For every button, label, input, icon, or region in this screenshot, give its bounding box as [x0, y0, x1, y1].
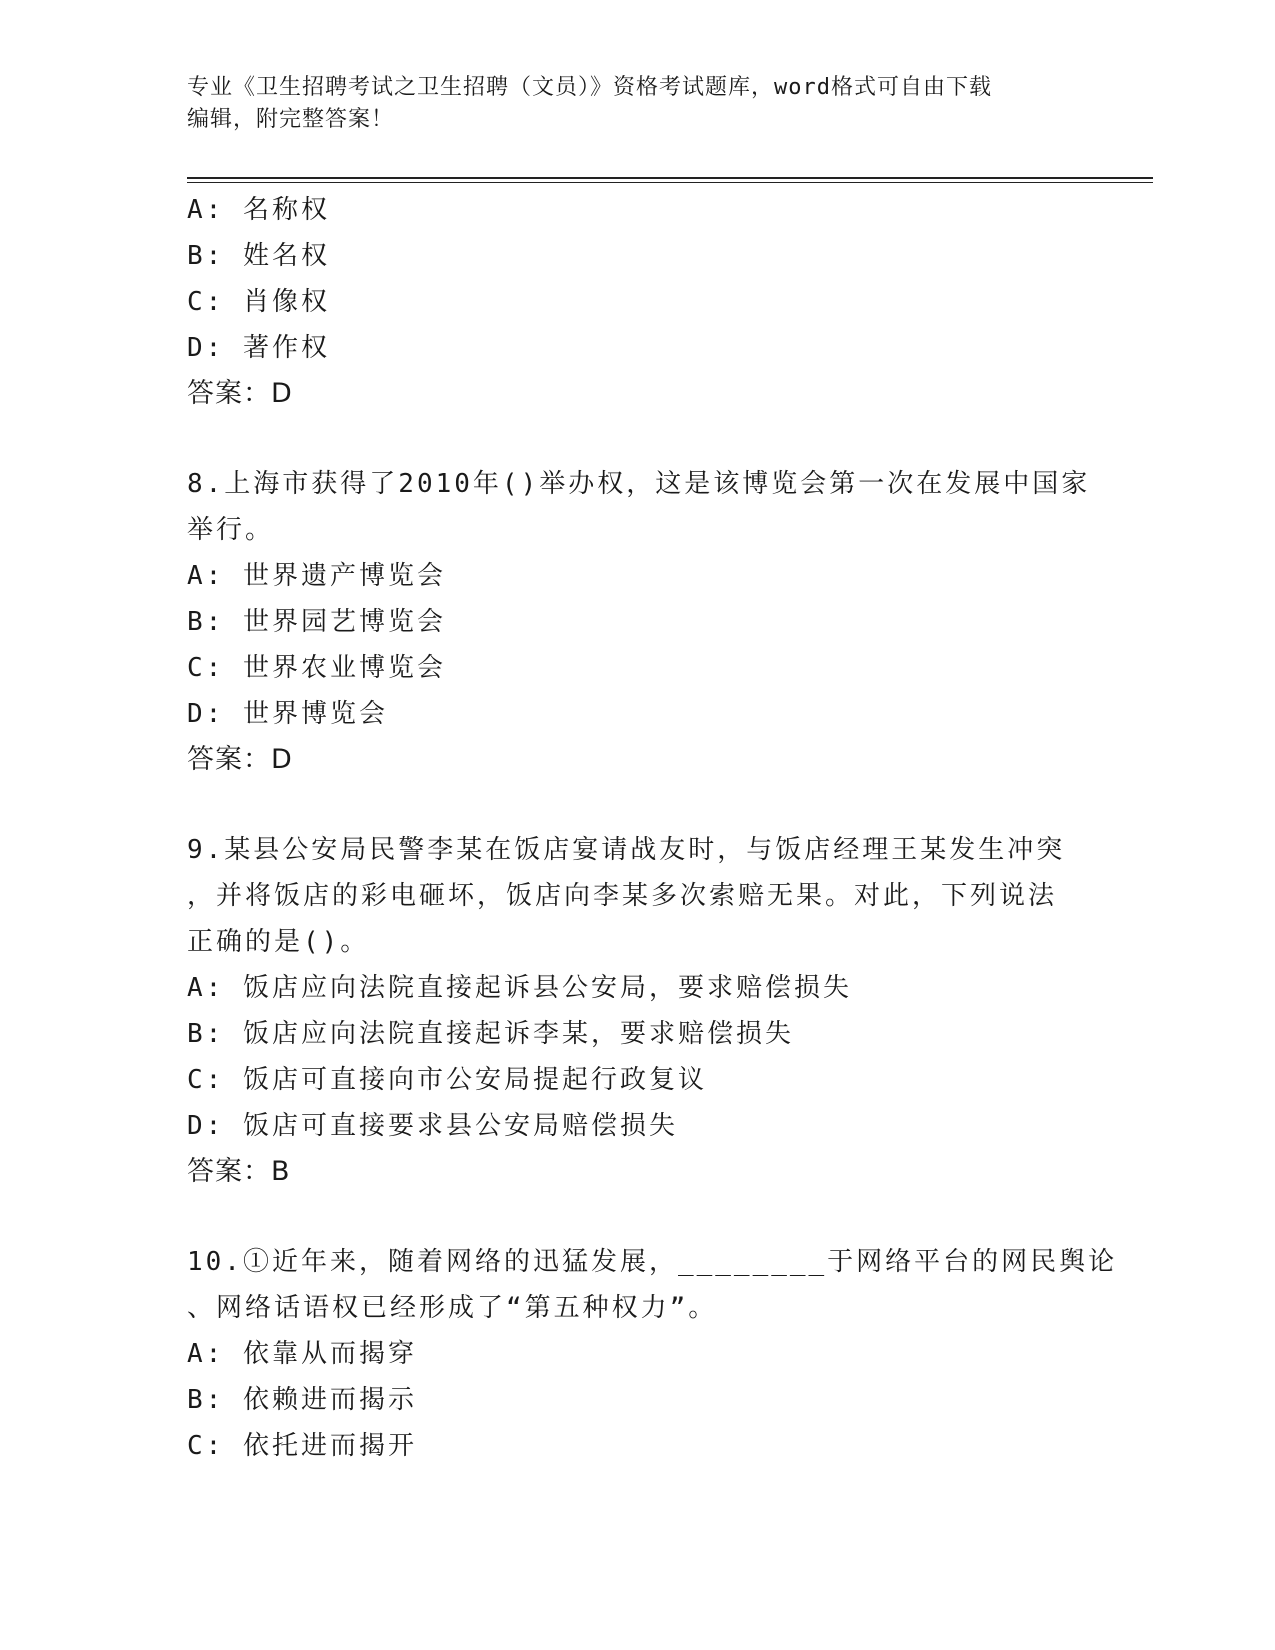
question-stem-line: 10.①近年来，随着网络的迅猛发展，________于网络平台的网民舆论: [187, 1247, 1118, 1277]
answer-line: 答案：B: [187, 1156, 291, 1187]
option-c: C: 饭店可直接向市公安局提起行政复议: [187, 1065, 707, 1095]
question-stem-line: 8.上海市获得了2010年()举办权，这是该博览会第一次在发展中国家: [187, 469, 1091, 499]
option-d: D: 著作权: [187, 333, 330, 363]
answer-line: 答案：D: [187, 744, 293, 775]
header-line-2: 编辑，附完整答案！: [187, 107, 395, 132]
answer-line: 答案：D: [187, 378, 293, 409]
option-b: B: 世界园艺博览会: [187, 607, 446, 637]
header-divider-thick: [187, 177, 1153, 179]
option-b: B: 姓名权: [187, 241, 330, 271]
option-c: C: 依托进而揭开: [187, 1431, 417, 1461]
option-a: A: 饭店应向法院直接起诉县公安局，要求赔偿损失: [187, 973, 852, 1003]
option-a: A: 依靠从而揭穿: [187, 1339, 417, 1369]
question-stem-line: 9.某县公安局民警李某在饭店宴请战友时，与饭店经理王某发生冲突: [187, 835, 1066, 865]
option-a: A: 名称权: [187, 195, 330, 225]
header-divider-thin: [187, 182, 1153, 183]
option-d: D: 饭店可直接要求县公安局赔偿损失: [187, 1111, 678, 1141]
option-b: B: 依赖进而揭示: [187, 1385, 417, 1415]
question-8: [187, 461, 1091, 783]
option-c: C: 世界农业博览会: [187, 653, 446, 683]
option-d: D: 世界博览会: [187, 699, 388, 729]
question-list: [187, 187, 1118, 1469]
option-a: A: 世界遗产博览会: [187, 561, 446, 591]
question-stem-line: 正确的是()。: [187, 927, 370, 957]
question-stem-line: ，并将饭店的彩电砸坏，饭店向李某多次索赔无果。对此，下列说法: [187, 881, 1058, 911]
document-header: [187, 72, 1087, 136]
option-c: C: 肖像权: [187, 287, 330, 317]
question-stem-line: 、网络话语权已经形成了“第五种权力”。: [187, 1293, 718, 1323]
question-stem-line: 举行。: [187, 515, 275, 545]
question-10: [187, 1239, 1118, 1469]
option-b: B: 饭店应向法院直接起诉李某，要求赔偿损失: [187, 1019, 794, 1049]
question-7: [187, 187, 1087, 417]
question-9: [187, 827, 1087, 1195]
header-line-1: 专业《卫生招聘考试之卫生招聘（文员）》资格考试题库，word格式可自由下载: [187, 75, 992, 100]
